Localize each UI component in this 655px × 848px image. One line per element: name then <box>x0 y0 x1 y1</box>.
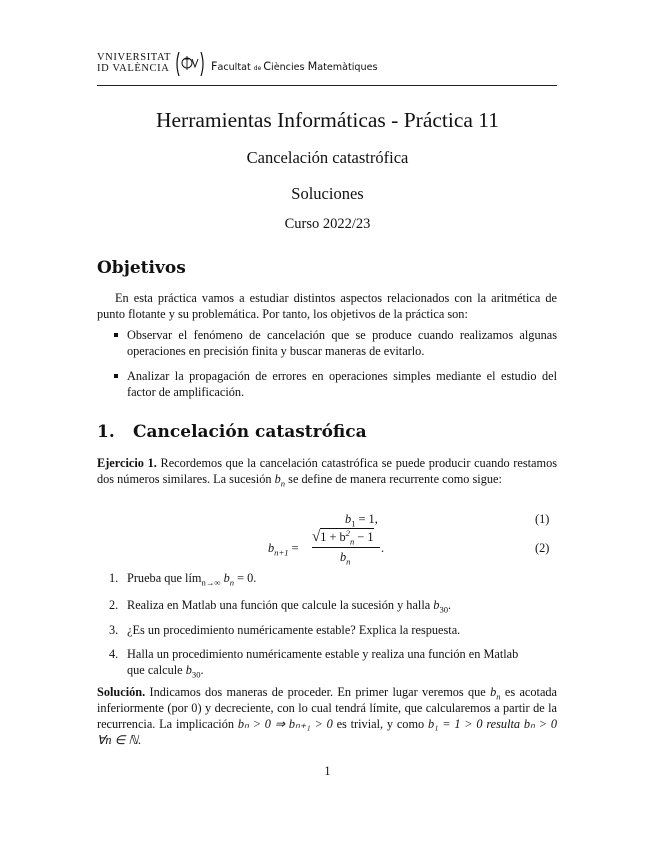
list-item: Observar el fenómeno de cancelación que se produce cuando realizamos algunas operaciones en precisión finita y buscar maneras de evitarlo. <box>97 327 557 359</box>
equation-2-denominator: $b_n$ <box>340 550 351 567</box>
page-number: 1 <box>324 764 331 778</box>
university-name-line2: ID VALÈNCIA <box>97 63 170 74</box>
university-name-line1: VNIVERSITAT <box>97 52 172 63</box>
document-subtitle: Cancelación catastrófica <box>246 148 409 167</box>
list-item: 2. Realiza en Matlab una función que calcule la sucesión y halla $b_{30}$. <box>109 598 452 615</box>
course-label: Curso 2022/23 <box>284 216 371 232</box>
list-item: Analizar la propagación de errores en operaciones simples mediante el estudio del factor de amplificación. <box>97 368 557 400</box>
header <box>97 50 557 82</box>
list-item: 1. Prueba que lím$_{n\to\infty}$ $b_n = 0$. <box>109 571 257 588</box>
equation-2-period: . <box>381 541 385 555</box>
objectives-heading: Objetivos <box>97 258 186 278</box>
fraction-bar <box>312 547 380 548</box>
sqrt-radicand: $1 + b^2_n - 1$ <box>320 527 374 547</box>
exercise-statement: Ejercicio 1. Recordemos que la cancelación catastrófica se puede producir cuando restamos dos números similares. La sucesión $b_n$ se define de manera recurrente como sigue: <box>97 456 558 489</box>
list-item: 4. Halla un procedimiento numéricamente estable y realiza una función en Matlab que calcule $b_{30}$. <box>109 647 519 680</box>
solution-paragraph: Solución. Indicamos dos maneras de proceder. En primer lugar veremos que $b_n$ es acotada inferiormente (por 0) y decreciente, con lo cual tendrá límite, que calcularemos a partir de la recurrencia. La implicación bₙ > 0 ⇒ bₙ₊₁ > 0 es trivial, y como b₁ = 1 > 0 resulta bₙ > 0 ∀n ∈ ℕ. <box>97 685 558 747</box>
equation-1: $b_1 = 1$, <box>345 512 378 529</box>
equation-2-number: (2) <box>535 541 550 555</box>
header-rule <box>97 85 557 86</box>
list-item: 3. ¿Es un procedimiento numéricamente estable? Explica la respuesta. <box>109 623 461 637</box>
university-logo-text <box>97 52 171 74</box>
university-seal-icon <box>173 50 207 78</box>
equation-2-numerator <box>312 529 374 546</box>
bullet-marker <box>114 333 118 337</box>
solution-label: Solución. <box>97 685 146 699</box>
section-heading: 1. Cancelación catastrófica <box>97 422 367 442</box>
exercise-label: Ejercicio 1. <box>97 456 157 470</box>
equation-2-lhs: $b_{n+1}$ = <box>268 541 299 558</box>
document-title: Herramientas Informáticas - Práctica 11 <box>155 108 500 132</box>
sqrt-symbol: √ <box>312 529 321 545</box>
bullet-marker <box>114 374 118 378</box>
faculty-name: Facultat de Ciències Matemàtiques <box>211 60 378 73</box>
objectives-intro: En esta práctica vamos a estudiar distintos aspectos relacionados con la aritmética de punto flotante y su problemática. Por tanto, los objetivos de la práctica son: <box>97 291 557 321</box>
solutions-label: Soluciones <box>291 184 364 203</box>
equation-1-number: (1) <box>535 512 550 526</box>
